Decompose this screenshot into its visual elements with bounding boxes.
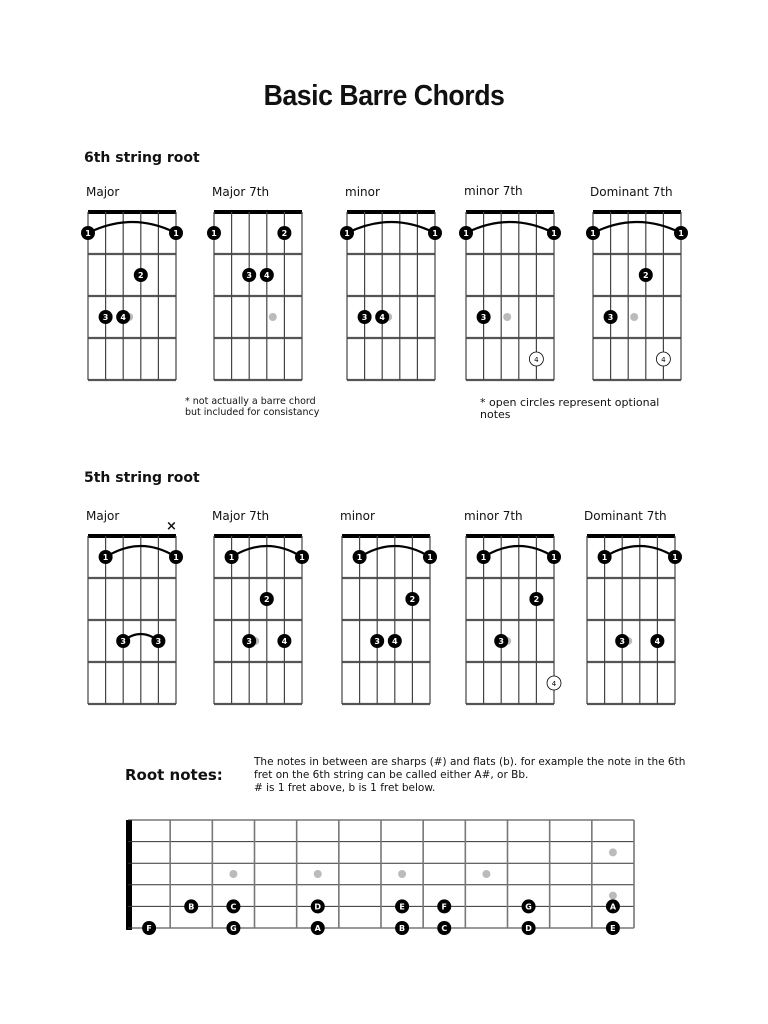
sixth-chord2-finger-dot-label: 1 — [432, 229, 438, 238]
chord-label-6th-minor7: minor 7th — [464, 184, 523, 198]
root-note-string5-label: E — [399, 902, 405, 912]
fifth-chord1-finger-dot-label: 1 — [299, 553, 305, 562]
fifth-chord0-finger-dot-label: 3 — [155, 637, 162, 646]
sixth-chord2-barre-arc — [347, 222, 435, 233]
root-note-string6-label: G — [230, 924, 237, 933]
fifth-chord3-finger-dot-label: 1 — [480, 553, 487, 562]
sixth-chord4-gray-dot — [630, 313, 638, 321]
sixth-chord1-finger-dot-label: 2 — [281, 229, 288, 238]
fifth-chord3-finger-dot-label: 2 — [533, 595, 540, 604]
optional-notes-note: * open circles represent optional notes — [480, 396, 660, 421]
fifth-chord2-finger-dot-label: 2 — [409, 595, 416, 604]
chord-label-6th-minor: minor — [345, 185, 380, 199]
root-note-string6-label: C — [441, 924, 448, 933]
chord-label-5th-minor: minor — [340, 509, 375, 523]
sixth-chord2-finger-dot-label: 1 — [344, 229, 350, 238]
section-heading-6th-string: 6th string root — [84, 150, 200, 166]
chord-label-6th-major7: Major 7th — [212, 185, 270, 199]
fifth-chord4-finger-dot-label: 1 — [672, 553, 678, 562]
chord-label-6th-major: Major — [86, 185, 120, 199]
root-note-string6-label: A — [314, 924, 321, 933]
fifth-chord2-finger-dot-label: 4 — [392, 637, 398, 646]
root-note-string5-label: D — [314, 902, 322, 912]
fifth-chord3-finger-dot-label: 3 — [498, 637, 504, 646]
fifth-chord2-finger-dot-label: 1 — [356, 553, 363, 562]
root-note-string6-label: B — [399, 924, 406, 933]
chord-label-5th-minor7: minor 7th — [464, 509, 523, 523]
fifth-chord0-finger-dot-label: 1 — [102, 553, 109, 562]
sixth-chord1-finger-dot-label: 1 — [211, 229, 217, 238]
fifth-chord4-finger-dot-label: 1 — [601, 553, 608, 562]
sixth-chord0-finger-dot-label: 3 — [102, 313, 109, 322]
root-notes-title: Root notes: — [125, 766, 223, 784]
sixth-chord0-finger-dot-label: 1 — [85, 229, 91, 238]
fretboard-inlay-dot — [229, 870, 237, 878]
chord-label-5th-major: Major — [86, 509, 120, 523]
root-note-string6-label: E — [610, 924, 616, 933]
page-title: Basic Barre Chords — [263, 80, 505, 112]
fretboard-inlay-dot — [398, 870, 406, 878]
chord-label-6th-dominant7: Dominant 7th — [590, 185, 673, 199]
chord-label-5th-dominant7: Dominant 7th — [584, 509, 667, 523]
sixth-chord1-gray-dot — [269, 313, 277, 321]
fifth-chord1-finger-dot-label: 3 — [246, 637, 252, 646]
sixth-chord4-finger-dot-label: 2 — [643, 271, 649, 280]
fifth-chord3-optional-dot-label: 4 — [551, 680, 557, 688]
muted-string-mark: × — [166, 519, 177, 534]
section-heading-5th-string: 5th string root — [84, 470, 200, 486]
sixth-chord0-barre-arc — [88, 222, 176, 233]
sixth-chord4-optional-dot-label: 4 — [661, 356, 666, 364]
sixth-chord1-finger-dot-label: 3 — [246, 271, 252, 280]
sixth-chord2-finger-dot-label: 4 — [379, 313, 385, 322]
fifth-chord4-finger-dot-label: 4 — [654, 637, 661, 646]
fifth-chord1-finger-dot-label: 4 — [281, 637, 288, 646]
root-note-string5-label: C — [230, 902, 237, 912]
root-note-string5-label: G — [525, 902, 532, 912]
sixth-chord4-finger-dot-label: 1 — [590, 229, 596, 238]
sixth-chord1-finger-dot-label: 4 — [264, 271, 270, 280]
root-note-string5-label: A — [609, 902, 617, 912]
sixth-chord3-gray-dot — [503, 313, 511, 321]
sixth-chord4-finger-dot-label: 1 — [678, 229, 684, 238]
fretboard-inlay-dot — [314, 870, 322, 878]
fifth-chord2-finger-dot-label: 1 — [427, 553, 433, 562]
fretboard-inlay-dot — [609, 892, 617, 900]
sixth-chord0-finger-dot-label: 1 — [173, 229, 179, 238]
sixth-chord0-finger-dot-label: 2 — [138, 271, 144, 280]
fretboard-nut — [126, 820, 132, 930]
fifth-chord1-finger-dot-label: 1 — [228, 553, 235, 562]
fifth-chord0-finger-dot-label: 1 — [173, 553, 179, 562]
fifth-chord2-finger-dot-label: 3 — [374, 637, 380, 646]
root-note-string6-label: F — [146, 924, 152, 933]
root-notes-description: The notes in between are sharps (#) and flats (b). for example the note in the 6th fret on the 6th string can be called either A#, or Bb. # is 1 fret above, b is 1 fret below. — [254, 756, 686, 794]
sixth-chord4-finger-dot-label: 3 — [607, 313, 614, 322]
root-note-string5-label: F — [441, 902, 447, 912]
sixth-chord3-optional-dot-label: 4 — [534, 356, 539, 364]
chord-label-5th-major7: Major 7th — [212, 509, 270, 523]
sixth-chord3-finger-dot-label: 1 — [463, 229, 469, 238]
barre-note: * not actually a barre chord but included for consistancy — [185, 396, 320, 418]
sixth-chord0-finger-dot-label: 4 — [120, 313, 126, 322]
fifth-chord0-finger-dot-label: 3 — [120, 637, 126, 646]
fretboard-inlay-dot — [482, 870, 490, 878]
fifth-chord4-finger-dot-label: 3 — [619, 637, 625, 646]
fifth-chord1-finger-dot-label: 2 — [264, 595, 270, 604]
sixth-chord3-barre-arc — [466, 222, 554, 233]
sixth-chord2-finger-dot-label: 3 — [361, 313, 368, 322]
fretboard-inlay-dot — [609, 848, 617, 856]
fifth-chord3-finger-dot-label: 1 — [551, 553, 557, 562]
sixth-chord3-finger-dot-label: 1 — [551, 229, 557, 238]
root-note-string6-label: D — [525, 924, 532, 933]
root-note-string5-label: B — [188, 902, 195, 912]
sixth-chord4-barre-arc — [593, 222, 681, 233]
sixth-chord3-finger-dot-label: 3 — [480, 313, 487, 322]
